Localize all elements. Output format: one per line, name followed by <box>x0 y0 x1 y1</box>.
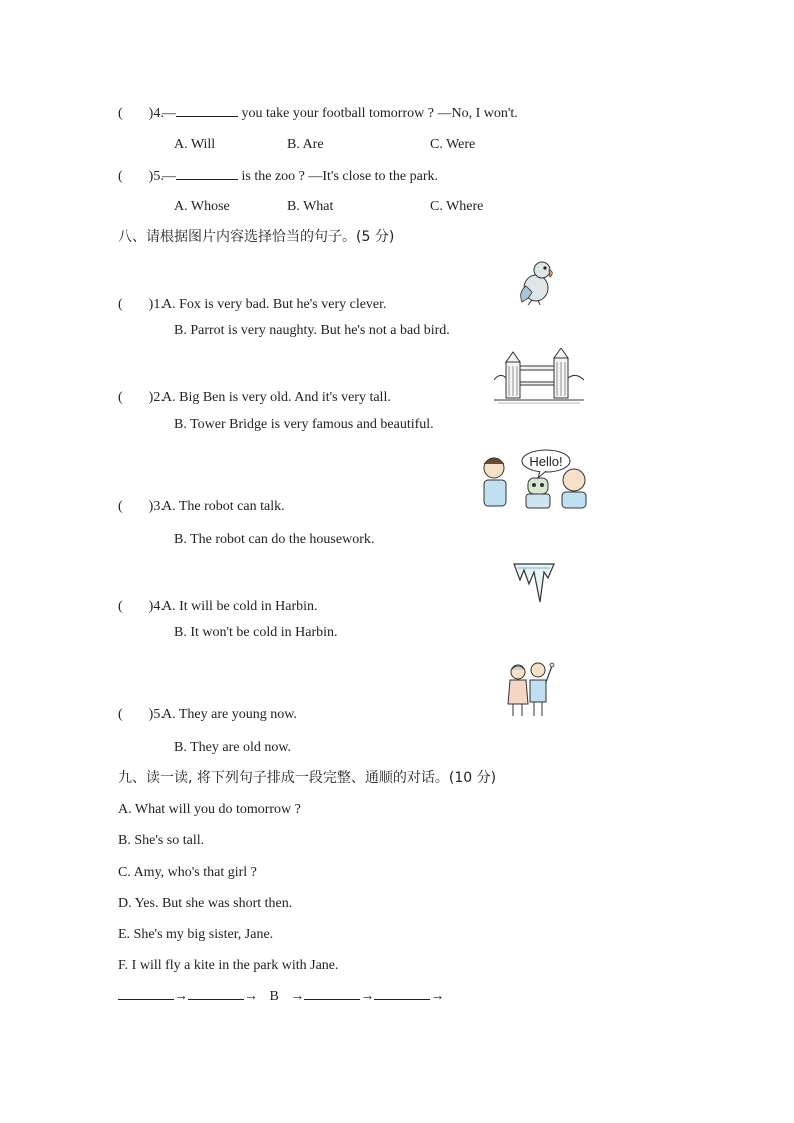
old-couple-picture <box>502 660 556 718</box>
answer-paren[interactable]: ( )5. <box>118 169 164 184</box>
answer-paren[interactable]: ( )4. <box>118 599 164 614</box>
sentence-a: A. What will you do tomorrow ? <box>118 802 301 817</box>
sentence-e: E. She's my big sister, Jane. <box>118 927 274 942</box>
sentence-c: C. Amy, who's that girl ? <box>118 865 257 880</box>
answer-paren[interactable]: ( )5. <box>118 707 164 722</box>
arrow: → <box>244 989 258 1004</box>
option-b: B. Parrot is very naughty. But he's not a bad bird. <box>174 323 450 338</box>
speech-bubble-text: Hello! <box>529 454 563 469</box>
robot-hello-picture <box>476 448 592 512</box>
fill-blank[interactable] <box>176 167 238 180</box>
arrow: → <box>174 989 188 1004</box>
answer-paren[interactable]: ( )3. <box>118 499 164 514</box>
option-b: B. They are old now. <box>174 740 292 755</box>
section-8-heading: 八、请根据图片内容选择恰当的句子。(5 分) <box>118 229 395 245</box>
question-8-5: ( )5.A. They are young now. <box>118 707 297 722</box>
option-c: C. Where <box>430 199 484 214</box>
parrot-picture <box>512 258 556 306</box>
order-blank-4[interactable] <box>374 987 430 1000</box>
question-8-1: ( )1.A. Fox is very bad. But he's very clever. <box>118 297 387 312</box>
answer-paren[interactable]: ( )2. <box>118 390 164 405</box>
section-9-heading: 九、读一读, 将下列句子排成一段完整、通顺的对话。(10 分) <box>118 770 497 786</box>
tower-bridge-picture <box>494 348 584 404</box>
icicle-picture <box>512 562 556 604</box>
option-b: B. Are <box>287 137 324 152</box>
question-8-3: ( )3.A. The robot can talk. <box>118 499 285 514</box>
arrow: → <box>290 989 305 1004</box>
question-7-4: ( )4.— you take your football tomorrow ? —No, I won't. <box>118 106 518 121</box>
answer-paren[interactable]: ( )1. <box>118 297 164 312</box>
order-blank-2[interactable] <box>188 987 244 1000</box>
option-c: C. Were <box>430 137 476 152</box>
option-a: A. Whose <box>174 199 230 214</box>
order-fixed-b: B <box>269 989 279 1004</box>
sentence-d: D. Yes. But she was short then. <box>118 896 293 911</box>
option-b: B. It won't be cold in Harbin. <box>174 625 338 640</box>
question-7-5: ( )5.— is the zoo ? —It's close to the park. <box>118 169 439 184</box>
order-blank-3[interactable] <box>304 987 360 1000</box>
fill-blank[interactable] <box>176 104 238 117</box>
question-8-4: ( )4.A. It will be cold in Harbin. <box>118 599 318 614</box>
answer-paren[interactable]: ( )4. <box>118 106 164 121</box>
order-answer-row <box>118 987 444 1006</box>
sentence-b: B. She's so tall. <box>118 833 205 848</box>
sentence-f: F. I will fly a kite in the park with Jane. <box>118 958 339 973</box>
option-b: B. What <box>287 199 334 214</box>
arrow: → <box>430 989 445 1004</box>
question-8-2: ( )2.A. Big Ben is very old. And it's very tall. <box>118 390 391 405</box>
option-a: A. Will <box>174 137 216 152</box>
option-b: B. The robot can do the housework. <box>174 532 375 547</box>
option-b: B. Tower Bridge is very famous and beautiful. <box>174 417 434 432</box>
arrow: → <box>360 989 375 1004</box>
order-blank-1[interactable] <box>118 987 174 1000</box>
